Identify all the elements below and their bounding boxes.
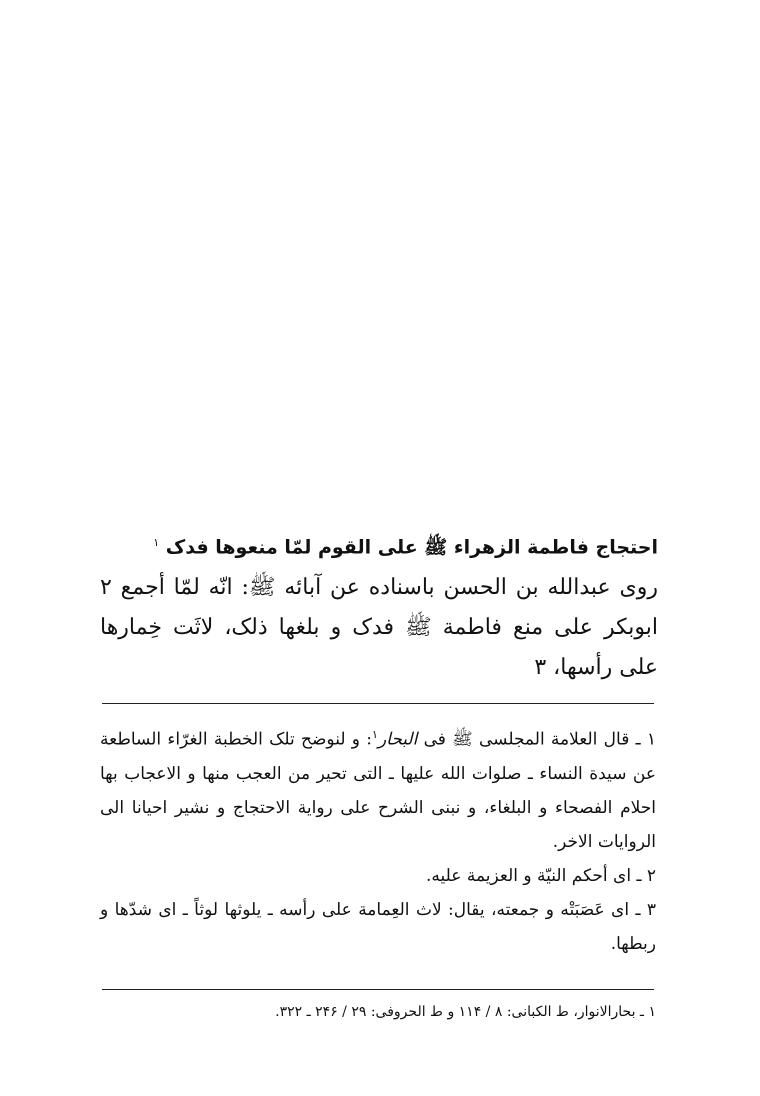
footnote-divider <box>102 703 654 704</box>
footnote-2: ٢ ـ اى أحكم النيّة و العزيمة عليه. <box>426 865 656 886</box>
footnote-3: ٣ ـ اى عَصَبَتْه و جمعته، يقال: لاث العِمامة على رأسه ـ يلوثها لوثاً ـ اى شدّها و ربطها. <box>100 899 656 954</box>
footnote-1-source: البحار <box>377 729 418 750</box>
heading-title: احتجاج فاطمة الزهراء ﷺ على القوم لمّا منعوها فدک <box>165 536 658 559</box>
source-footnote: ١ ـ بحارالانوار، ط الكبانى: ٨ / ١١۴ و ط الحروفى: ٢٩ / ٢۴۶ ـ ٣٢٢. <box>275 1004 656 1020</box>
footnote-1-mark: ١ <box>372 728 378 741</box>
body-paragraph: روى عبدالله بن الحسن باسناده عن آبائه ﷺ: انّه لمّا أجمع ٢ ابوبكر على منع فاطمة ﷺ فدک و بلغها ذلک، لاثَت خِمارها على رأسها، ٣ <box>100 575 658 680</box>
footnote-1-prefix: ١ ـ قال العلامة المجلسى ﷺ فى <box>417 729 656 750</box>
source-divider <box>102 989 654 990</box>
footnote-1 <box>100 718 656 859</box>
footnote-1-text: : و لنوضح تلک الخطبة الغرّاء الساطعة عن سيدة النساء ـ صلوات الله عليها ـ التى تحير من العجب منها و الاعجاب بها احلام الفصحاء و البلغاء، و نبنى الشرح على رواية الاحتجاج و نشير احيانا الى الروايات الاخر. <box>100 729 656 852</box>
heading-footnote-mark: ١ <box>153 536 160 549</box>
footnotes-block <box>100 718 656 961</box>
section-heading <box>100 526 658 564</box>
